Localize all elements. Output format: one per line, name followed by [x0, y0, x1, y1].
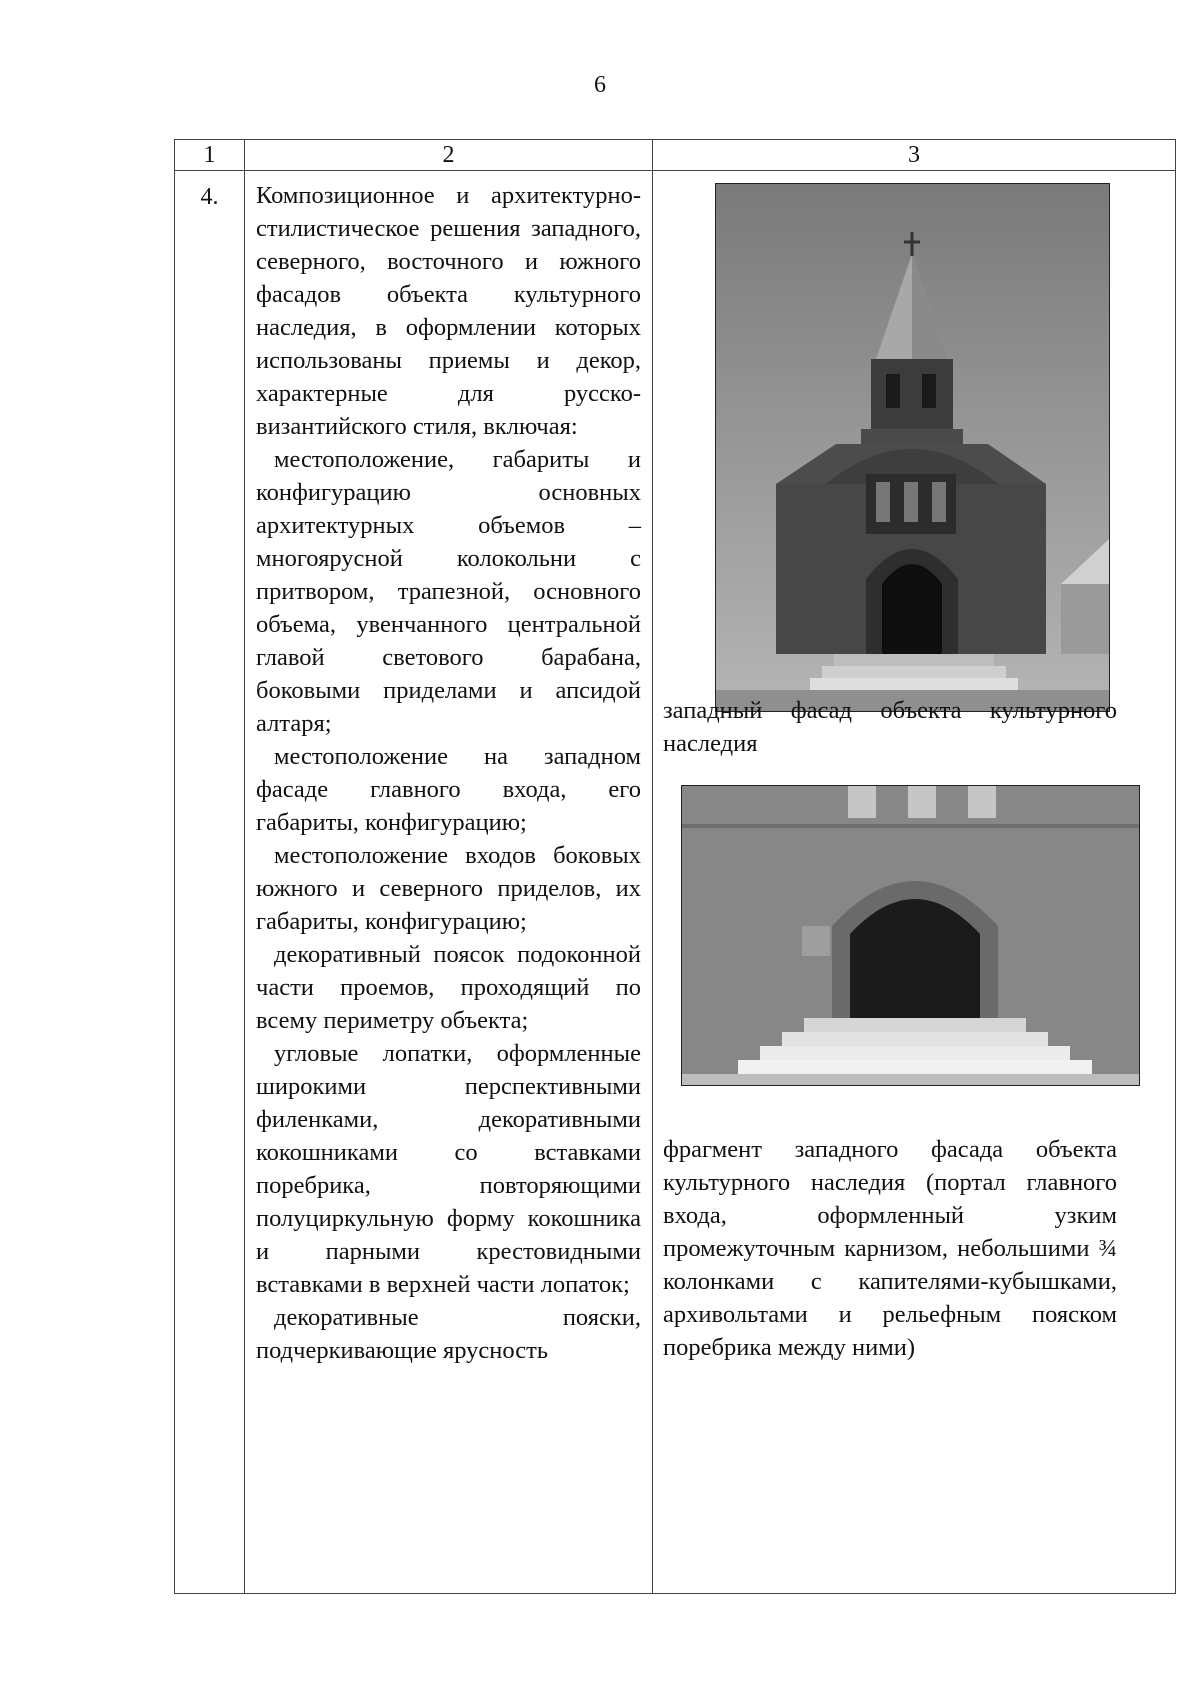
- heritage-table: [174, 139, 1176, 1594]
- header-col-2: 2: [245, 140, 653, 171]
- description-item: местоположение входов боковых южного и северного приделов, их габариты, конфигурацию;: [256, 842, 641, 935]
- page-number: 6: [594, 72, 606, 98]
- header-col-1: 1: [175, 140, 245, 171]
- portal-photo-icon: [681, 785, 1140, 1086]
- photo-caption: западный фасад объекта культурного наследия: [663, 697, 1117, 757]
- photos-cell: [653, 171, 1176, 1594]
- description-item: угловые лопатки, оформленные широкими перспективными филенками, декоративными кокошниками со вставками поребрика, повторяющими полуциркульную форму кокошника и парными крестовидными вставками в верхней части лопаток;: [256, 1040, 641, 1298]
- description-cell: [245, 171, 653, 1594]
- row-number: 4.: [175, 171, 245, 1594]
- table-header-row: [175, 140, 1176, 171]
- table-row: [175, 171, 1176, 1594]
- description-item: местоположение, габариты и конфигурацию основных архитектурных объемов – многоярусной колокольни с притвором, трапезной, основного объема, увенчанного центральной главой светового барабана, боковыми приделами и апсидой алтаря;: [256, 446, 641, 737]
- description-item: местоположение на западном фасаде главного входа, его габариты, конфигурацию;: [256, 743, 641, 836]
- church-photo-icon: [715, 183, 1110, 712]
- photo-caption: фрагмент западного фасада объекта культурного наследия (портал главного входа, оформленный узким промежуточным карнизом, небольшими ¾ колонками с капителями-кубышками, архивольтами и рельефным пояском поребрика между ними): [663, 1136, 1117, 1361]
- description-item: декоративные пояски, подчеркивающие ярусность: [256, 1304, 641, 1364]
- header-col-3: 3: [653, 140, 1176, 171]
- description-item: декоративный поясок подоконной части проемов, проходящий по всему периметру объекта;: [256, 941, 641, 1034]
- description-intro: Композиционное и архитектурно-стилистическое решения западного, северного, восточного и южного фасадов объекта культурного наследия, в оформлении которых использованы приемы и декор, характерные для русско-византийского стиля, включая:: [256, 182, 641, 440]
